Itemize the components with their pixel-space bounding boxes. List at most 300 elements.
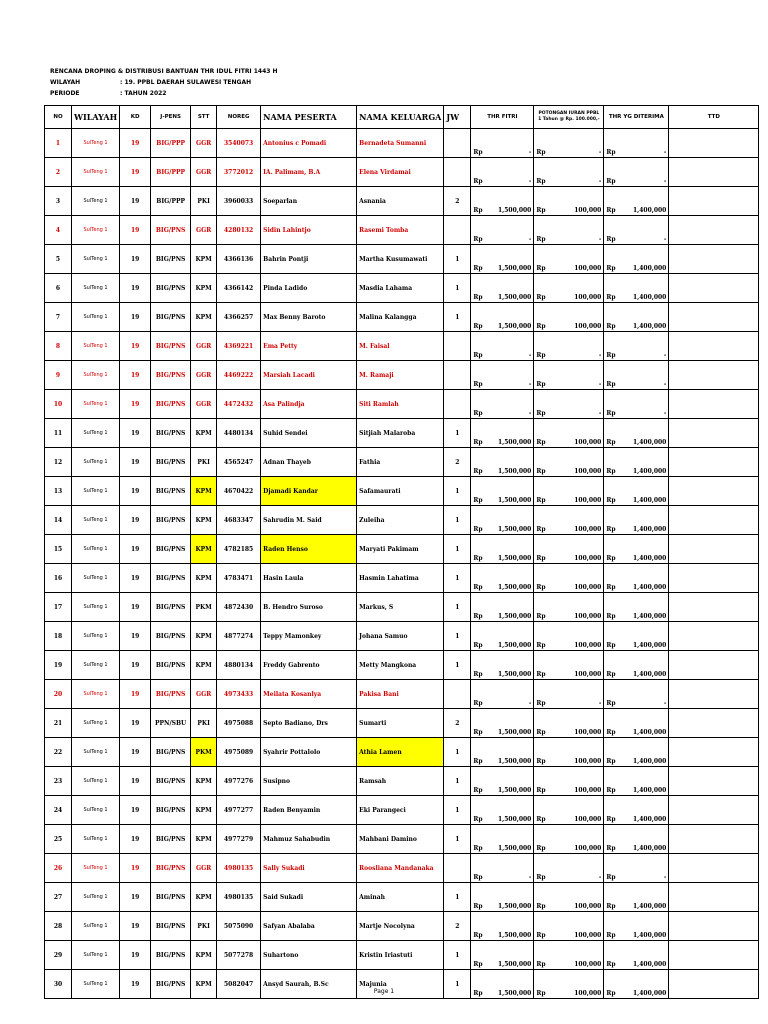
currency-label: Rp xyxy=(536,903,546,910)
cell-stt: GGR xyxy=(191,854,217,883)
amount-value: - xyxy=(528,149,532,156)
cell-wilayah: SulTeng 1 xyxy=(72,419,120,448)
cell-nama-keluarga: Mahbani Damino xyxy=(357,825,444,854)
table-row xyxy=(45,390,759,419)
cell-jw xyxy=(444,129,471,158)
currency-label: Rp xyxy=(536,700,546,707)
cell-kd: 19 xyxy=(120,912,151,941)
cell-thr-fitri xyxy=(471,883,534,912)
cell-noreg: 4977277 xyxy=(217,796,261,825)
cell-thr-diterima xyxy=(604,187,669,216)
cell-nama-keluarga: Siti Ramlah xyxy=(357,390,444,419)
cell-jpens: BIG/PNS xyxy=(151,970,191,999)
amount-value: - xyxy=(663,410,667,417)
currency-label: Rp xyxy=(606,816,616,823)
cell-stt: KPM xyxy=(191,970,217,999)
currency-label: Rp xyxy=(536,845,546,852)
amount-value: 1,500,000 xyxy=(497,990,532,997)
currency-label: Rp xyxy=(473,642,483,649)
cell-jw: 1 xyxy=(444,796,471,825)
cell-nama-keluarga: Metty Mangkona xyxy=(357,651,444,680)
cell-thr-fitri xyxy=(471,941,534,970)
cell-wilayah: SulTeng 1 xyxy=(72,941,120,970)
cell-noreg: 4880134 xyxy=(217,651,261,680)
cell-noreg: 4366136 xyxy=(217,245,261,274)
cell-potongan xyxy=(534,274,604,303)
cell-noreg: 4369221 xyxy=(217,332,261,361)
currency-label: Rp xyxy=(536,816,546,823)
cell-ttd-signature[interactable] xyxy=(669,854,759,883)
cell-ttd-signature[interactable] xyxy=(669,361,759,390)
cell-jw xyxy=(444,332,471,361)
cell-thr-diterima xyxy=(604,245,669,274)
cell-potongan xyxy=(534,564,604,593)
cell-potongan xyxy=(534,332,604,361)
cell-jpens: BIG/PNS xyxy=(151,332,191,361)
amount-value: - xyxy=(528,178,532,185)
cell-jpens: BIG/PNS xyxy=(151,303,191,332)
cell-ttd-signature[interactable] xyxy=(669,593,759,622)
cell-kd: 19 xyxy=(120,535,151,564)
cell-thr-diterima xyxy=(604,506,669,535)
amount-value: 1,400,000 xyxy=(632,845,667,852)
cell-jpens: BIG/PNS xyxy=(151,854,191,883)
cell-nama-keluarga: Kristin Iriastuti xyxy=(357,941,444,970)
amount-value: - xyxy=(598,352,602,359)
table-row xyxy=(45,564,759,593)
cell-potongan xyxy=(534,709,604,738)
col-jw: JW xyxy=(444,106,471,129)
table-row xyxy=(45,448,759,477)
table-row xyxy=(45,825,759,854)
cell-ttd-signature[interactable] xyxy=(669,767,759,796)
cell-nama-keluarga: Masdia Lahama xyxy=(357,274,444,303)
cell-ttd-signature[interactable] xyxy=(669,448,759,477)
cell-ttd-signature[interactable] xyxy=(669,564,759,593)
amount-value: 1,500,000 xyxy=(497,207,532,214)
amount-value: 1,400,000 xyxy=(632,990,667,997)
cell-jw: 1 xyxy=(444,941,471,970)
cell-stt: KPM xyxy=(191,883,217,912)
table-row xyxy=(45,216,759,245)
currency-label: Rp xyxy=(473,961,483,968)
table-row xyxy=(45,506,759,535)
cell-ttd-signature[interactable] xyxy=(669,738,759,767)
cell-nama-peserta: Adnan Thayeb xyxy=(261,448,357,477)
amount-value: 100,000 xyxy=(574,439,602,446)
amount-value: 1,400,000 xyxy=(632,671,667,678)
cell-no: 16 xyxy=(45,564,72,593)
cell-wilayah: SulTeng 1 xyxy=(72,796,120,825)
cell-nama-keluarga: Sumarti xyxy=(357,709,444,738)
cell-potongan xyxy=(534,767,604,796)
cell-kd: 19 xyxy=(120,390,151,419)
amount-value: 1,400,000 xyxy=(632,642,667,649)
cell-no: 1 xyxy=(45,129,72,158)
amount-value: 1,400,000 xyxy=(632,613,667,620)
cell-no: 19 xyxy=(45,651,72,680)
cell-potongan xyxy=(534,245,604,274)
amount-value: 1,400,000 xyxy=(632,265,667,272)
cell-noreg: 4973433 xyxy=(217,680,261,709)
cell-kd: 19 xyxy=(120,854,151,883)
cell-stt: PKM xyxy=(191,593,217,622)
currency-label: Rp xyxy=(473,410,483,417)
currency-label: Rp xyxy=(473,178,483,185)
cell-thr-fitri xyxy=(471,361,534,390)
cell-no: 21 xyxy=(45,709,72,738)
cell-thr-diterima xyxy=(604,825,669,854)
currency-label: Rp xyxy=(536,613,546,620)
amount-value: 1,500,000 xyxy=(497,816,532,823)
cell-ttd-signature[interactable] xyxy=(669,825,759,854)
cell-kd: 19 xyxy=(120,564,151,593)
cell-ttd-signature[interactable] xyxy=(669,506,759,535)
amount-value: - xyxy=(598,381,602,388)
amount-value: 100,000 xyxy=(574,497,602,504)
cell-potongan xyxy=(534,361,604,390)
cell-ttd-signature[interactable] xyxy=(669,912,759,941)
cell-ttd-signature[interactable] xyxy=(669,245,759,274)
amount-value: 1,500,000 xyxy=(497,265,532,272)
cell-jw: 1 xyxy=(444,651,471,680)
cell-stt: GGR xyxy=(191,361,217,390)
table-row xyxy=(45,593,759,622)
amount-value: 1,400,000 xyxy=(632,584,667,591)
currency-label: Rp xyxy=(536,468,546,475)
cell-ttd-signature[interactable] xyxy=(669,535,759,564)
currency-label: Rp xyxy=(606,410,616,417)
amount-value: 1,400,000 xyxy=(632,729,667,736)
cell-kd: 19 xyxy=(120,970,151,999)
currency-label: Rp xyxy=(606,700,616,707)
col-jpens: J-PENS xyxy=(151,106,191,129)
cell-jpens: BIG/PNS xyxy=(151,796,191,825)
currency-label: Rp xyxy=(606,903,616,910)
col-potongan: POTONGAN IURAN PPBL 1 Tahun @ Rp. 100.000,- xyxy=(534,106,604,129)
periode-line xyxy=(50,90,166,97)
cell-stt: PKI xyxy=(191,709,217,738)
table-row xyxy=(45,187,759,216)
currency-label: Rp xyxy=(536,671,546,678)
cell-ttd-signature[interactable] xyxy=(669,622,759,651)
cell-ttd-signature[interactable] xyxy=(669,390,759,419)
cell-thr-diterima xyxy=(604,680,669,709)
periode-label: PERIODE xyxy=(50,90,80,97)
cell-no: 7 xyxy=(45,303,72,332)
cell-thr-fitri xyxy=(471,709,534,738)
cell-ttd-signature[interactable] xyxy=(669,332,759,361)
amount-value: 100,000 xyxy=(574,729,602,736)
cell-jpens: PPN/SBU xyxy=(151,709,191,738)
cell-kd: 19 xyxy=(120,129,151,158)
cell-nama-keluarga: Hasmin Lahatima xyxy=(357,564,444,593)
cell-wilayah: SulTeng 1 xyxy=(72,187,120,216)
cell-kd: 19 xyxy=(120,332,151,361)
cell-stt: KPM xyxy=(191,477,217,506)
cell-nama-peserta: Pinda Ladido xyxy=(261,274,357,303)
amount-value: 1,500,000 xyxy=(497,961,532,968)
cell-no: 22 xyxy=(45,738,72,767)
cell-noreg: 4872430 xyxy=(217,593,261,622)
cell-noreg: 4980135 xyxy=(217,883,261,912)
cell-stt: PKI xyxy=(191,187,217,216)
wilayah-line xyxy=(50,79,251,86)
cell-nama-peserta: Septo Badiano, Drs xyxy=(261,709,357,738)
amount-value: 100,000 xyxy=(574,990,602,997)
cell-thr-fitri xyxy=(471,622,534,651)
cell-noreg: 4782185 xyxy=(217,535,261,564)
cell-no: 27 xyxy=(45,883,72,912)
cell-stt: KPM xyxy=(191,941,217,970)
cell-ttd-signature[interactable] xyxy=(669,419,759,448)
amount-value: - xyxy=(663,874,667,881)
cell-stt: PKM xyxy=(191,738,217,767)
cell-kd: 19 xyxy=(120,274,151,303)
amount-value: - xyxy=(598,700,602,707)
col-thr-fitri: THR FITRI xyxy=(471,106,534,129)
cell-potongan xyxy=(534,912,604,941)
table-row xyxy=(45,883,759,912)
currency-label: Rp xyxy=(606,613,616,620)
amount-value: - xyxy=(598,410,602,417)
cell-thr-diterima xyxy=(604,738,669,767)
cell-no: 12 xyxy=(45,448,72,477)
cell-noreg: 4280132 xyxy=(217,216,261,245)
table-row xyxy=(45,477,759,506)
cell-potongan xyxy=(534,883,604,912)
cell-thr-diterima xyxy=(604,419,669,448)
cell-nama-peserta: Hasin Laula xyxy=(261,564,357,593)
cell-jpens: BIG/PNS xyxy=(151,825,191,854)
currency-label: Rp xyxy=(606,265,616,272)
cell-jpens: BIG/PNS xyxy=(151,651,191,680)
cell-kd: 19 xyxy=(120,361,151,390)
cell-nama-keluarga: Zuleiha xyxy=(357,506,444,535)
currency-label: Rp xyxy=(536,207,546,214)
cell-ttd-signature[interactable] xyxy=(669,883,759,912)
cell-no: 28 xyxy=(45,912,72,941)
amount-value: - xyxy=(528,700,532,707)
amount-value: - xyxy=(528,352,532,359)
cell-ttd-signature[interactable] xyxy=(669,477,759,506)
currency-label: Rp xyxy=(473,758,483,765)
cell-jw: 1 xyxy=(444,303,471,332)
amount-value: 100,000 xyxy=(574,787,602,794)
cell-no: 23 xyxy=(45,767,72,796)
cell-wilayah: SulTeng 1 xyxy=(72,738,120,767)
table-row xyxy=(45,274,759,303)
cell-kd: 19 xyxy=(120,941,151,970)
cell-jw: 1 xyxy=(444,970,471,999)
cell-ttd-signature[interactable] xyxy=(669,303,759,332)
cell-thr-diterima xyxy=(604,854,669,883)
cell-wilayah: SulTeng 1 xyxy=(72,390,120,419)
col-nama-keluarga: NAMA KELUARGA xyxy=(357,106,444,129)
cell-thr-diterima xyxy=(604,332,669,361)
cell-thr-diterima xyxy=(604,622,669,651)
table-row xyxy=(45,680,759,709)
col-thr-diterima: THR YG DITERIMA xyxy=(604,106,669,129)
cell-wilayah: SulTeng 1 xyxy=(72,593,120,622)
table-row xyxy=(45,361,759,390)
cell-stt: KPM xyxy=(191,825,217,854)
currency-label: Rp xyxy=(536,323,546,330)
table-row xyxy=(45,796,759,825)
cell-nama-keluarga: Malina Kalangga xyxy=(357,303,444,332)
cell-potongan xyxy=(534,854,604,883)
cell-ttd-signature[interactable] xyxy=(669,680,759,709)
amount-value: - xyxy=(598,236,602,243)
currency-label: Rp xyxy=(536,149,546,156)
currency-label: Rp xyxy=(606,990,616,997)
cell-nama-keluarga: Pakisa Bani xyxy=(357,680,444,709)
table-row xyxy=(45,854,759,883)
cell-thr-fitri xyxy=(471,332,534,361)
cell-jw: 1 xyxy=(444,535,471,564)
cell-potongan xyxy=(534,419,604,448)
cell-potongan xyxy=(534,158,604,187)
cell-wilayah: SulTeng 1 xyxy=(72,564,120,593)
page-footer: Page 1 xyxy=(373,988,395,995)
col-kd: KD xyxy=(120,106,151,129)
cell-thr-diterima xyxy=(604,796,669,825)
cell-nama-peserta: Marsiah Lacadi xyxy=(261,361,357,390)
cell-ttd-signature[interactable] xyxy=(669,187,759,216)
currency-label: Rp xyxy=(473,149,483,156)
currency-label: Rp xyxy=(473,584,483,591)
amount-value: 1,500,000 xyxy=(497,903,532,910)
currency-label: Rp xyxy=(606,584,616,591)
cell-jpens: BIG/PNS xyxy=(151,883,191,912)
cell-stt: GGR xyxy=(191,390,217,419)
cell-kd: 19 xyxy=(120,477,151,506)
currency-label: Rp xyxy=(536,990,546,997)
cell-thr-fitri xyxy=(471,506,534,535)
amount-value: 100,000 xyxy=(574,584,602,591)
cell-jpens: BIG/PNS xyxy=(151,506,191,535)
cell-ttd-signature[interactable] xyxy=(669,216,759,245)
cell-ttd-signature[interactable] xyxy=(669,796,759,825)
cell-no: 10 xyxy=(45,390,72,419)
amount-value: 1,400,000 xyxy=(632,294,667,301)
currency-label: Rp xyxy=(536,294,546,301)
amount-value: - xyxy=(528,874,532,881)
currency-label: Rp xyxy=(606,149,616,156)
cell-jw: 1 xyxy=(444,506,471,535)
amount-value: 1,500,000 xyxy=(497,758,532,765)
col-no: NO xyxy=(45,106,72,129)
table-row xyxy=(45,129,759,158)
cell-jpens: BIG/PPP xyxy=(151,187,191,216)
cell-potongan xyxy=(534,477,604,506)
cell-nama-peserta: IA. Palimam, B.A xyxy=(261,158,357,187)
cell-potongan xyxy=(534,622,604,651)
cell-ttd-signature[interactable] xyxy=(669,129,759,158)
cell-nama-keluarga: Sitjiah Malaroba xyxy=(357,419,444,448)
cell-no: 25 xyxy=(45,825,72,854)
amount-value: 1,500,000 xyxy=(497,468,532,475)
amount-value: 1,500,000 xyxy=(497,555,532,562)
currency-label: Rp xyxy=(473,874,483,881)
amount-value: 100,000 xyxy=(574,265,602,272)
cell-potongan xyxy=(534,303,604,332)
cell-nama-peserta: Djamadi Kandar xyxy=(261,477,357,506)
cell-nama-peserta: Safyan Abalaba xyxy=(261,912,357,941)
cell-nama-keluarga: Ramsah xyxy=(357,767,444,796)
currency-label: Rp xyxy=(473,439,483,446)
currency-label: Rp xyxy=(536,381,546,388)
amount-value: 1,500,000 xyxy=(497,526,532,533)
amount-value: 1,400,000 xyxy=(632,903,667,910)
cell-thr-fitri xyxy=(471,187,534,216)
cell-nama-peserta: B. Hendro Suroso xyxy=(261,593,357,622)
cell-no: 2 xyxy=(45,158,72,187)
cell-potongan xyxy=(534,825,604,854)
cell-jpens: BIG/PNS xyxy=(151,390,191,419)
amount-value: - xyxy=(528,236,532,243)
cell-jw xyxy=(444,680,471,709)
amount-value: - xyxy=(528,410,532,417)
amount-value: 1,500,000 xyxy=(497,497,532,504)
cell-ttd-signature[interactable] xyxy=(669,274,759,303)
cell-stt: PKI xyxy=(191,448,217,477)
cell-wilayah: SulTeng 1 xyxy=(72,332,120,361)
cell-jw: 1 xyxy=(444,883,471,912)
cell-jw: 2 xyxy=(444,448,471,477)
cell-ttd-signature[interactable] xyxy=(669,709,759,738)
currency-label: Rp xyxy=(473,497,483,504)
cell-thr-fitri xyxy=(471,158,534,187)
cell-nama-keluarga: Athia Lamen xyxy=(357,738,444,767)
cell-nama-keluarga: Martha Kusumawati xyxy=(357,245,444,274)
currency-label: Rp xyxy=(473,352,483,359)
cell-noreg: 4469222 xyxy=(217,361,261,390)
cell-jw xyxy=(444,361,471,390)
periode-value: : TAHUN 2022 xyxy=(120,90,167,97)
currency-label: Rp xyxy=(473,787,483,794)
cell-nama-peserta: Suhartono xyxy=(261,941,357,970)
cell-no: 18 xyxy=(45,622,72,651)
cell-thr-fitri xyxy=(471,738,534,767)
cell-thr-diterima xyxy=(604,651,669,680)
cell-noreg: 3540073 xyxy=(217,129,261,158)
currency-label: Rp xyxy=(536,497,546,504)
cell-jpens: BIG/PNS xyxy=(151,448,191,477)
cell-nama-peserta: Sahrudin M. Said xyxy=(261,506,357,535)
cell-potongan xyxy=(534,738,604,767)
cell-potongan xyxy=(534,390,604,419)
cell-potongan xyxy=(534,187,604,216)
cell-nama-keluarga: M. Faisal xyxy=(357,332,444,361)
cell-noreg: 4366142 xyxy=(217,274,261,303)
cell-ttd-signature[interactable] xyxy=(669,158,759,187)
table-row xyxy=(45,245,759,274)
cell-jw: 1 xyxy=(444,767,471,796)
col-noreg: NOREG xyxy=(217,106,261,129)
amount-value: 100,000 xyxy=(574,294,602,301)
cell-nama-peserta: Soeparlan xyxy=(261,187,357,216)
cell-nama-peserta: Antonius c Pomadi xyxy=(261,129,357,158)
col-nama-peserta: NAMA PESERTA xyxy=(261,106,357,129)
amount-value: 100,000 xyxy=(574,758,602,765)
cell-jw: 1 xyxy=(444,245,471,274)
cell-ttd-signature[interactable] xyxy=(669,651,759,680)
cell-nama-keluarga: Maryati Pakimam xyxy=(357,535,444,564)
cell-nama-keluarga: Safamaurati xyxy=(357,477,444,506)
cell-jw: 2 xyxy=(444,709,471,738)
cell-ttd-signature[interactable] xyxy=(669,941,759,970)
